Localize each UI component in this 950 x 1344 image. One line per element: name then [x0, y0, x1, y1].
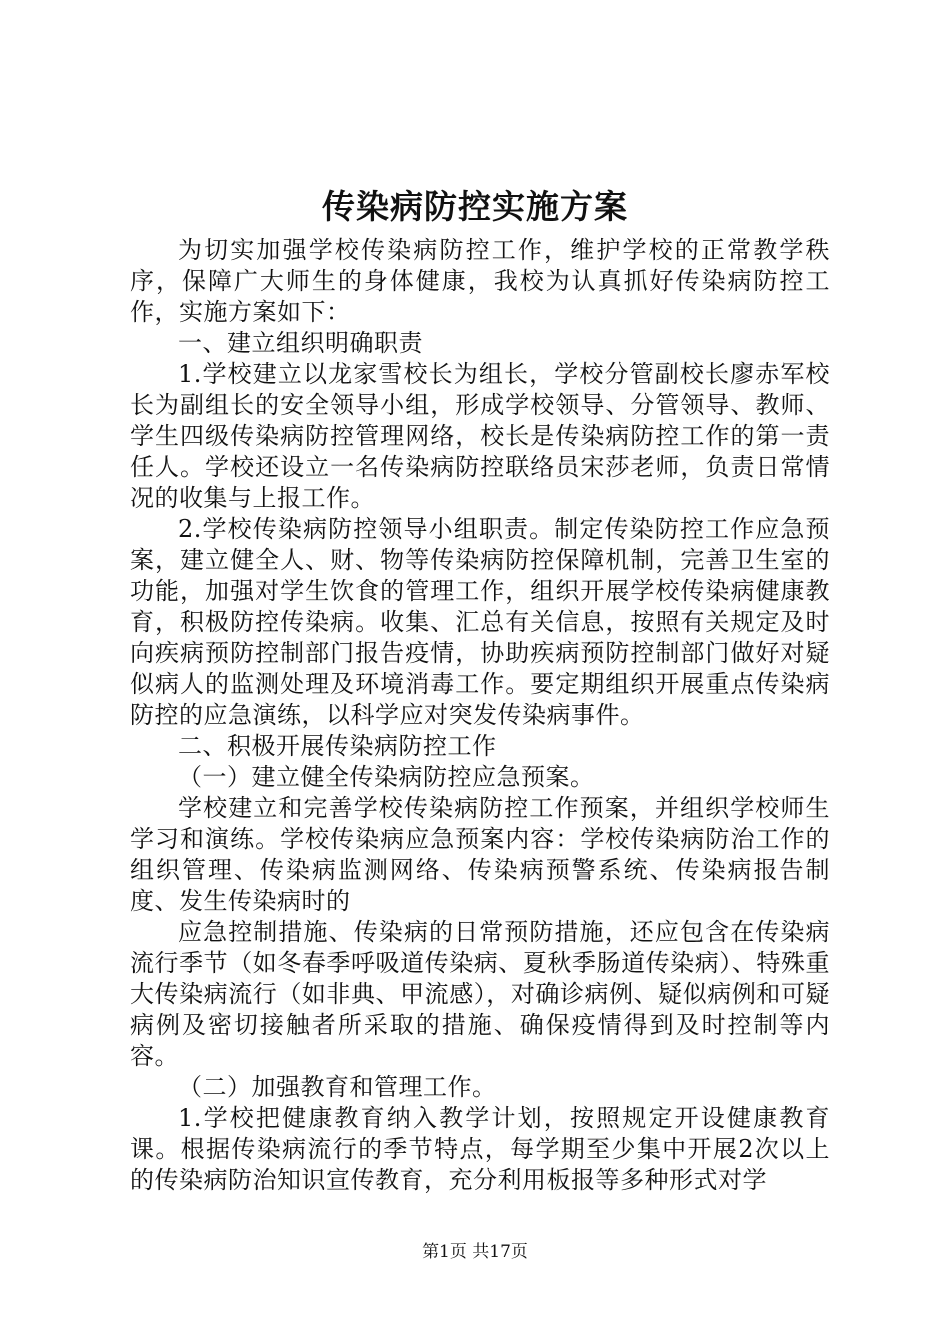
page-footer: 第1页 共17页 [422, 1242, 528, 1262]
intro-paragraph: 为切实加强学校传染病防控工作，维护学校的正常教学秩序，保障广大师生的身体健康，我校为认真抓好传染病防控工作，实施方案如下： [130, 236, 830, 326]
subsection-heading-2-2: （二）加强教育和管理工作。 [178, 1073, 497, 1101]
paragraph-2-1-a: 学校建立和完善学校传染病防控工作预案，并组织学校师生学习和演练。学校传染病应急预案内容：学校传染病防治工作的组织管理、传染病监测网络、传染病预警系统、传染病报告制度、发生传染病时的 [130, 794, 830, 915]
paragraph-1-1: 1.学校建立以龙家雪校长为组长，学校分管副校长廖赤军校长为副组长的安全领导小组，形成学校领导、分管领导、教师、学生四级传染病防控管理网络，校长是传染病防控工作的第一责任人。学校还设立一名传染病防控联络员宋莎老师，负责日常情况的收集与上报工作。 [130, 360, 830, 512]
section-heading-2: 二、积极开展传染病防控工作 [178, 732, 497, 760]
document-body [130, 235, 830, 1196]
section-heading-1: 一、建立组织明确职责 [178, 329, 423, 357]
document-title: 传染病防控实施方案 [322, 187, 628, 226]
paragraph-1-2: 2.学校传染病防控领导小组职责。制定传染防控工作应急预案，建立健全人、财、物等传染病防控保障机制，完善卫生室的功能，加强对学生饮食的管理工作，组织开展学校传染病健康教育，积极防控传染病。收集、汇总有关信息，按照有关规定及时向疾病预防控制部门报告疫情，协助疾病预防控制部门做好对疑似病人的监测处理及环境消毒工作。要定期组织开展重点传染病防控的应急演练，以科学应对突发传染病事件。 [130, 515, 830, 729]
paragraph-2-1-b: 应急控制措施、传染病的日常预防措施，还应包含在传染病流行季节（如冬春季呼吸道传染病、夏秋季肠道传染病）、特殊重大传染病流行（如非典、甲流感），对确诊病例、疑似病例和可疑病例及密切接触者所采取的措施、确保疫情得到及时控制等内容。 [130, 918, 830, 1070]
paragraph-2-2-1: 1.学校把健康教育纳入教学计划，按照规定开设健康教育课。根据传染病流行的季节特点，每学期至少集中开展2次以上的传染病防治知识宣传教育，充分利用板报等多种形式对学 [130, 1104, 830, 1194]
subsection-heading-2-1: （一）建立健全传染病防控应急预案。 [178, 763, 595, 791]
